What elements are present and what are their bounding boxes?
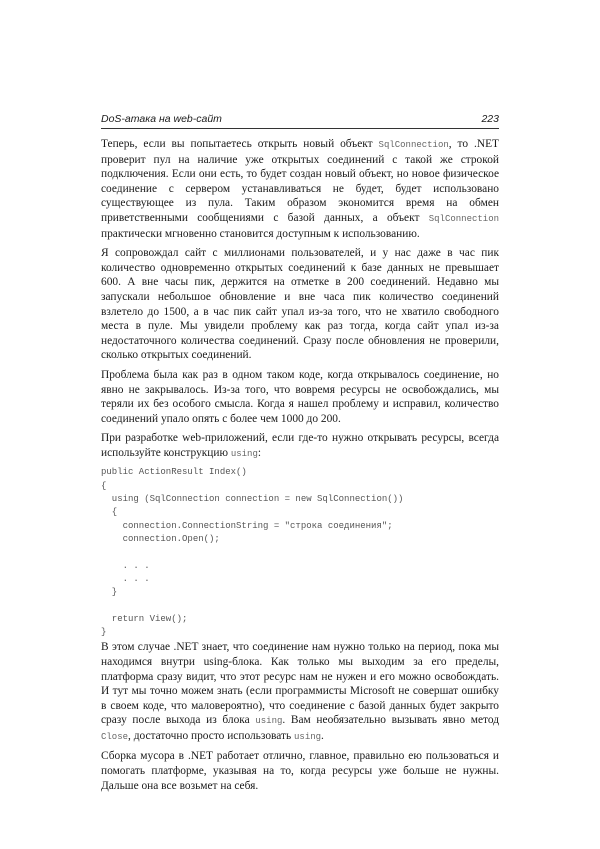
inline-code-close: Close: [101, 731, 129, 742]
code-line-6: connection.Open();: [101, 533, 220, 544]
page-body: [101, 137, 499, 798]
paragraph-4: [101, 431, 499, 461]
code-line-11: [101, 599, 499, 612]
code-line-1: public ActionResult Index(): [101, 467, 247, 478]
code-line-3: using (SqlConnection connection = new SqlConnection()): [101, 494, 404, 505]
code-listing: [101, 466, 499, 639]
paragraph-1: [101, 137, 499, 241]
paragraph-1-text-c: практически мгновенно становится доступным к использованию.: [101, 227, 420, 240]
code-line-8: . . .: [101, 560, 150, 571]
code-line-7: [101, 546, 499, 559]
inline-code-sqlconnection-2: SqlConnection: [428, 213, 499, 224]
inline-code-using-3: using: [294, 731, 322, 742]
code-line-13: }: [101, 627, 107, 638]
paragraph-5-text-c: , достаточно просто использовать: [128, 729, 295, 742]
inline-code-using-2: using: [255, 716, 283, 727]
page-number: 223: [481, 113, 499, 125]
paragraph-1-text-b: , то .NET проверит пул на наличие уже открытых соединений с такой же строкой подключения. Если они есть, то будет создан новый объект, но новое физическое соединение с сервером устанавливаться не будет, будет использовано существующее из пула. Таким образом экономится время на обмен приветственными сообщениями с базой данных, а объект: [101, 138, 499, 224]
paragraph-5: [101, 640, 499, 744]
paragraph-4-text-a: При разработке web-приложений, если где-то нужно открывать ресурсы, всегда используйте конструкцию: [101, 432, 499, 459]
inline-code-sqlconnection-1: SqlConnection: [378, 140, 449, 150]
paragraph-4-text-b: :: [257, 446, 262, 459]
paragraph-6: Сборка мусора в .NET работает отлично, главное, правильно ею пользоваться и помогать платформе, указывая на то, когда ресурсы уже больше не нужны. Дальше она все возьмет на себя.: [101, 750, 499, 792]
code-line-10: }: [101, 587, 118, 598]
code-line-9: . . .: [101, 573, 150, 584]
paragraph-5-text-d: .: [321, 729, 324, 742]
inline-code-using-1: using: [230, 448, 258, 459]
code-line-5: connection.ConnectionString = "строка соединения";: [101, 520, 393, 531]
paragraph-3: Проблема была как раз в одном таком коде, когда открывалось соединение, но явно не закрывалось. Из-за того, что вовремя ресурсы не освобождались, мы теряли их без особого смысла. Когда я нашел проблему и исправил, количество соединений упало опять с более чем 1000 до 200.: [101, 368, 499, 425]
paragraph-5-text-a: В этом случае .NET знает, что соединение нам нужно только на период, пока мы находимся внутри using-блока. Как только мы выходим за его пределы, платформа сразу видит, что этот ресурс нам не нужен и его можно освобождать. И тут мы точно можем знать (если программисты Microsoft не совершат ошибку в своем коде, что маловероятно), что соединение с базой данных будет закрыто сразу после выхода из блока: [101, 641, 499, 727]
code-line-2: {: [101, 480, 107, 491]
code-line-4: {: [101, 507, 118, 518]
running-header: [101, 113, 499, 129]
running-title: DoS-атака на web-сайт: [101, 113, 222, 125]
paragraph-1-text-a: Теперь, если вы попытаетесь открыть новый объект: [101, 138, 379, 150]
code-line-12: return View();: [101, 613, 188, 624]
paragraph-5-text-b: . Вам необязательно вызывать явно метод: [282, 714, 499, 727]
paragraph-2: Я сопровождал сайт с миллионами пользователей, и у нас даже в час пик количество одновременно открытых соединений к базе данных не превышает 600. А вне часы пик, держится на отметке в 200 соединений. Недавно мы запускали небольшое обновление и вне часа пик количество соединений взлетело до 1500, а в час пик сайт упал из-за того, что не хватило свободного места в пуле. Мы увидели проблему как раз тогда, когда сайт упал из-за недостаточного количества соединений. Сразу после обновления не проверили, сколько открытых соединений.: [101, 247, 499, 362]
